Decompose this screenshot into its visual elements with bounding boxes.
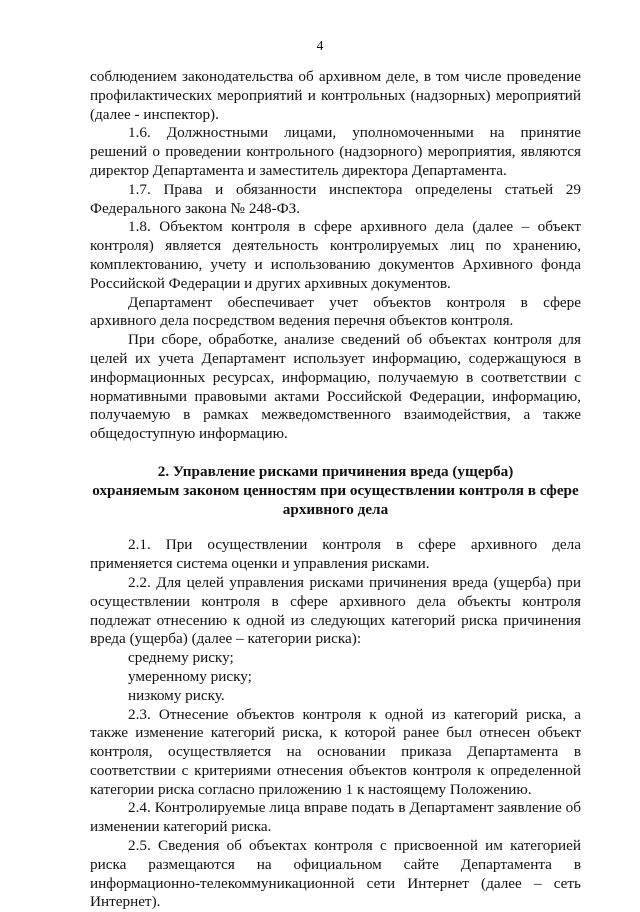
paragraph-continuation: соблюдением законодательства об архивном деле, в том числе проведение профилактических мероприятий и контрольных (надзорных) мероприятий (далее - инспектор). xyxy=(90,68,581,123)
paragraph-2-4: 2.4. Контролируемые лица вправе подать в Департамент заявление об изменении категорий риска. xyxy=(90,799,581,836)
paragraph-1-6: 1.6. Должностными лицами, уполномоченными на принятие решений о проведении контрольного (надзорного) мероприятия, являются директор Департамента и заместитель директора Департамента. xyxy=(90,124,581,179)
paragraph-1-8: 1.8. Объектом контроля в сфере архивного дела (далее – объект контроля) является деятельность контролируемых лиц по хранению, комплектованию, учету и использованию документов Архивного фонда Российской Федерации и других архивных документов. xyxy=(90,218,581,292)
paragraph-information-sources: При сборе, обработке, анализе сведений об объектах контроля для целей их учета Департамент использует информацию, содержащуюся в информационных ресурсах, информацию, получаемую в соответствии с нормативными правовыми актами Российской Федерации, информацию, получаемую в рамках межведомственного взаимодействия, а также общедоступную информацию. xyxy=(90,331,581,443)
section-heading-line-2: охраняемым законом ценностям при осуществлении контроля в сфере xyxy=(92,481,579,499)
paragraph-department-accounting: Департамент обеспечивает учет объектов контроля в сфере архивного дела посредством ведения перечня объектов контроля. xyxy=(90,293,581,330)
spacer xyxy=(90,519,581,536)
page-number: 4 xyxy=(316,38,324,53)
list-item: среднему риску; xyxy=(128,649,234,667)
section-heading-line-1: 2. Управление рисками причинения вреда (ущерба) xyxy=(157,462,514,480)
list-item: умеренному риску; xyxy=(128,667,252,685)
paragraph-2-2: 2.2. Для целей управления рисками причинения вреда (ущерба) при осуществлении контроля в сфере архивного дела объекты контроля подлежат отнесению к одной из следующих категорий риска причинения вреда (ущерба) (далее – категории риска): xyxy=(90,573,581,648)
paragraph-2-1: 2.1. При осуществлении контроля в сфере архивного дела применяется система оценки и управления рисками. xyxy=(90,536,581,573)
paragraph-1-7: 1.7. Права и обязанности инспектора определены статьей 29 Федерального закона № 248-ФЗ. xyxy=(90,180,581,217)
paragraph-2-5: 2.5. Сведения об объектах контроля с присвоенной им категорией риска размещаются на официальном сайте Департамента в информационно-телекоммуникационной сети Интернет (далее – сеть Интернет). xyxy=(90,837,581,911)
document-body xyxy=(90,68,581,912)
paragraph-2-3: 2.3. Отнесение объектов контроля к одной из категорий риска, а также изменение категорий риска, к которой ранее был отнесен объект контроля, осуществляется на основании приказа Департамента в соответствии с критериями отнесения объектов контроля к определенной категории риска согласно приложению 1 к настоящему Положению. xyxy=(90,705,581,798)
risk-category-list xyxy=(90,649,581,705)
section-2-heading xyxy=(90,463,581,519)
list-item: низкому риску. xyxy=(128,686,225,704)
section-heading-line-3: архивного дела xyxy=(282,500,389,518)
spacer xyxy=(90,444,581,463)
